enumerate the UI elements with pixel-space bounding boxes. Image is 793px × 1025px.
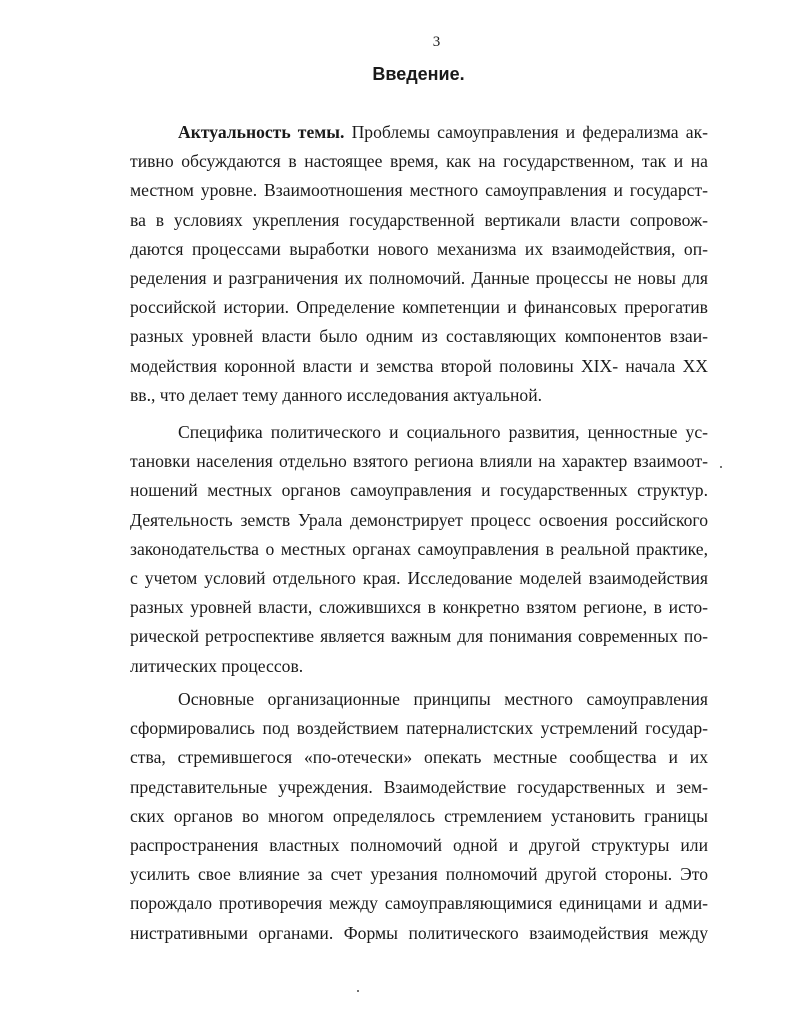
paragraph-line: усилить свое влияние за счет урезания полномочий другой стороны. Это bbox=[130, 864, 708, 885]
paragraph-line: с учетом условий отдельного края. Исследование моделей взаимодействия bbox=[130, 567, 708, 588]
paragraph-regional-specifics bbox=[130, 418, 708, 681]
paragraph-line: Деятельность земств Урала демонстрирует процесс освоения российского bbox=[130, 509, 708, 530]
paragraph-organizational-principles bbox=[130, 685, 708, 948]
paragraph-line: сформировались под воздействием патерналистских устремлений государ- bbox=[130, 718, 708, 739]
paragraph-line: ских органов во многом определялось стремлением установить границы bbox=[130, 805, 708, 826]
paragraph-line: модействия коронной власти и земства второй половины XIX- начала XX bbox=[130, 355, 708, 376]
paragraph-line: Специфика политического и социального развития, ценностные ус- bbox=[178, 422, 708, 442]
scan-speck bbox=[720, 466, 722, 468]
paragraph-relevance bbox=[130, 118, 708, 410]
paragraph-line: порождало противоречия между самоуправляющимися единицами и адми- bbox=[130, 893, 708, 914]
paragraph-line: тановки населения отдельно взятого региона влияли на характер взаимоот- bbox=[130, 451, 708, 472]
paragraph-line bbox=[130, 118, 708, 147]
paragraph-line: разных уровней власти, сложившихся в конкретно взятом регионе, в исто- bbox=[130, 597, 708, 618]
paragraph-line: даются процессами выработки нового механизма их взаимодействия, оп- bbox=[130, 238, 708, 259]
paragraph-line: представительные учреждения. Взаимодействие государственных и зем- bbox=[130, 776, 708, 797]
paragraph-line: ва в условиях укрепления государственной вертикали власти сопровож- bbox=[130, 209, 708, 230]
paragraph-line: местном уровне. Взаимоотношения местного самоуправления и государст- bbox=[130, 180, 708, 201]
lead-phrase: Актуальность темы. bbox=[178, 122, 345, 142]
paragraph-line: рической ретроспективе является важным для понимания современных по- bbox=[130, 626, 708, 647]
paragraph-line: ношений местных органов самоуправления и государственных структур. bbox=[130, 480, 708, 501]
lead-continuation: Проблемы самоуправления и федерализма ак- bbox=[344, 122, 708, 142]
scan-speck bbox=[357, 990, 359, 992]
paragraph-line: тивно обсуждаются в настоящее время, как на государственном, так и на bbox=[130, 151, 708, 172]
paragraph-line: литических процессов. bbox=[130, 655, 304, 676]
paragraph-line: российской истории. Определение компетенции и финансовых прерогатив bbox=[130, 297, 708, 318]
paragraph-line: Основные организационные принципы местного самоуправления bbox=[178, 689, 708, 709]
paragraph-line: ределения и разграничения их полномочий. Данные процессы не новы для bbox=[130, 267, 708, 288]
paragraph-line: вв., что делает тему данного исследования актуальной. bbox=[130, 384, 543, 405]
paragraph-line: нистративными органами. Формы политического взаимодействия между bbox=[130, 922, 708, 943]
paragraph-line: разных уровней власти было одним из составляющих компонентов взаи- bbox=[130, 326, 708, 347]
page-number: 3 bbox=[432, 34, 441, 50]
paragraph-line: распространения властных полномочий одной и другой структуры или bbox=[130, 834, 708, 855]
paragraph-line: законодательства о местных органах самоуправления в реальной практике, bbox=[130, 538, 708, 559]
page-heading: Введение. bbox=[372, 64, 465, 84]
paragraph-line: ства, стремившегося «по-отечески» опекать местные сообщества и их bbox=[130, 747, 708, 768]
